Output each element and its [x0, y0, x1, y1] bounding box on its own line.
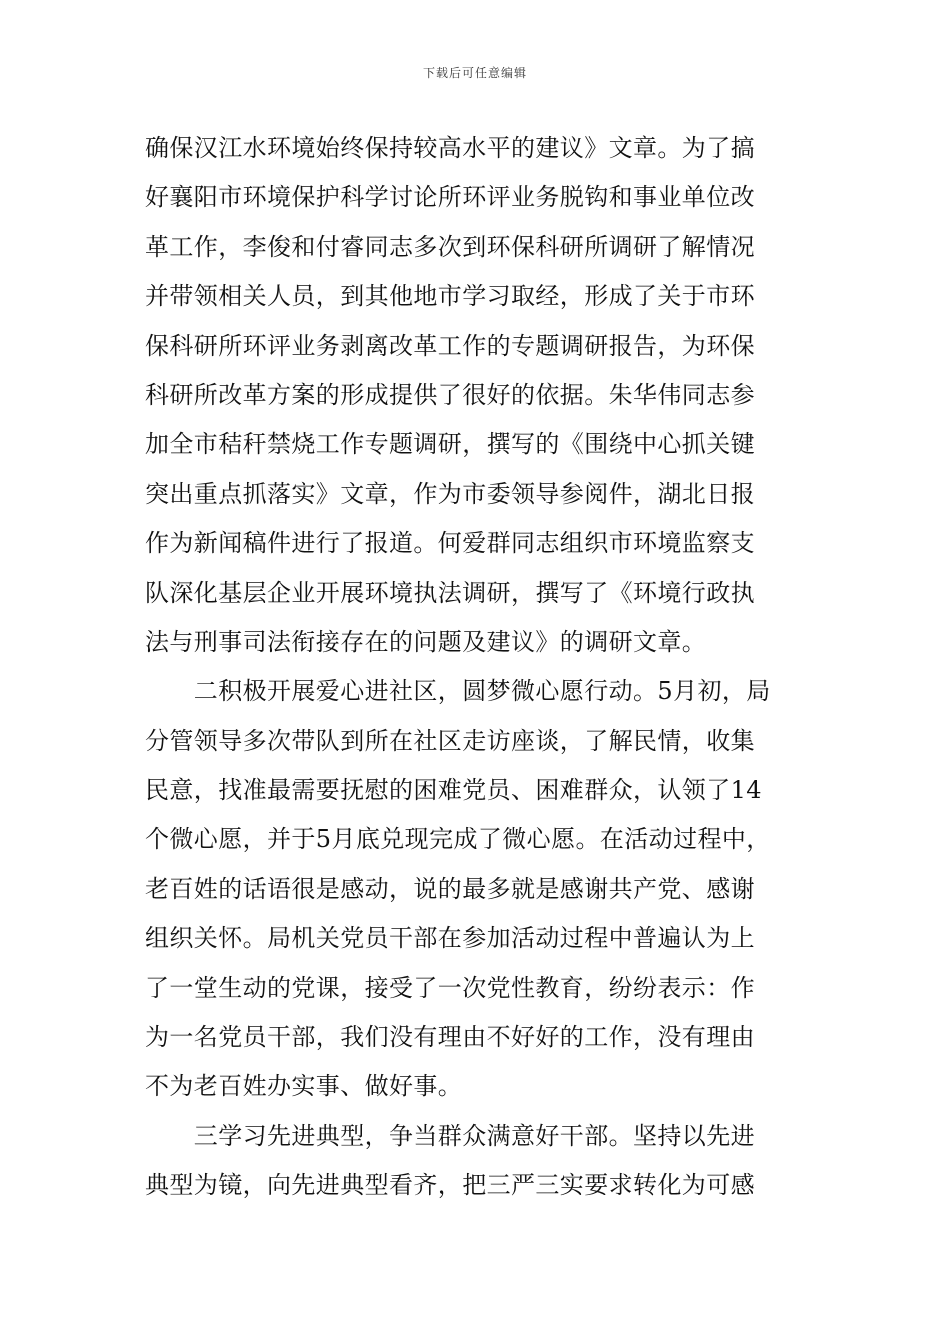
text-line: 为一名党员干部，我们没有理由不好好的工作，没有理由 — [145, 1023, 755, 1052]
text-line: 了一堂生动的党课，接受了一次党性教育，纷纷表示：作 — [145, 973, 755, 1002]
text-line: 加全市秸秆禁烧工作专题调研，撰写的《围绕中心抓关键 — [145, 430, 755, 459]
text-line: 组织关怀。局机关党员干部在参加活动过程中普遍认为上 — [145, 924, 755, 953]
text-line: 确保汉江水环境始终保持较高水平的建议》文章。为了搞 — [145, 134, 755, 162]
page-header-note: 下载后可任意编辑 — [422, 66, 527, 80]
text-line: 保科研所环评业务剥离改革工作的专题调研报告，为环保 — [145, 331, 755, 360]
text-line: 二积极开展爱心进社区，圆梦微心愿行动。5月初，局 — [145, 677, 771, 706]
text-line: 好襄阳市环境保护科学讨论所环评业务脱钩和事业单位改 — [145, 183, 755, 212]
text-line: 不为老百姓办实事、做好事。 — [145, 1072, 463, 1101]
document-body — [145, 124, 810, 1211]
text-line: 突出重点抓落实》文章，作为市委领导参阅件，湖北日报 — [145, 479, 755, 508]
text-line: 三学习先进典型，争当群众满意好干部。坚持以先进 — [145, 1121, 755, 1150]
text-line: 个微心愿，并于5月底兑现完成了微心愿。在活动过程中， — [145, 825, 771, 854]
text-line: 民意，找准最需要抚慰的困难党员、困难群众，认领了14 — [145, 776, 762, 805]
text-line: 革工作，李俊和付睿同志多次到环保科研所调研了解情况 — [145, 232, 755, 261]
text-line: 法与刑事司法衔接存在的问题及建议》的调研文章。 — [145, 627, 707, 656]
text-line: 并带领相关人员，到其他地市学习取经，形成了关于市环 — [145, 282, 755, 311]
text-line: 典型为镜，向先进典型看齐，把三严三实要求转化为可感 — [145, 1171, 755, 1200]
text-line: 分管领导多次带队到所在社区走访座谈，了解民情，收集 — [145, 726, 755, 755]
text-line: 科研所改革方案的形成提供了很好的依据。朱华伟同志参 — [145, 380, 755, 409]
text-line: 作为新闻稿件进行了报道。何爱群同志组织市环境监察支 — [145, 529, 755, 558]
text-line: 队深化基层企业开展环境执法调研，撰写了《环境行政执 — [145, 578, 755, 607]
text-line: 老百姓的话语很是感动，说的最多就是感谢共产党、感谢 — [145, 874, 755, 903]
